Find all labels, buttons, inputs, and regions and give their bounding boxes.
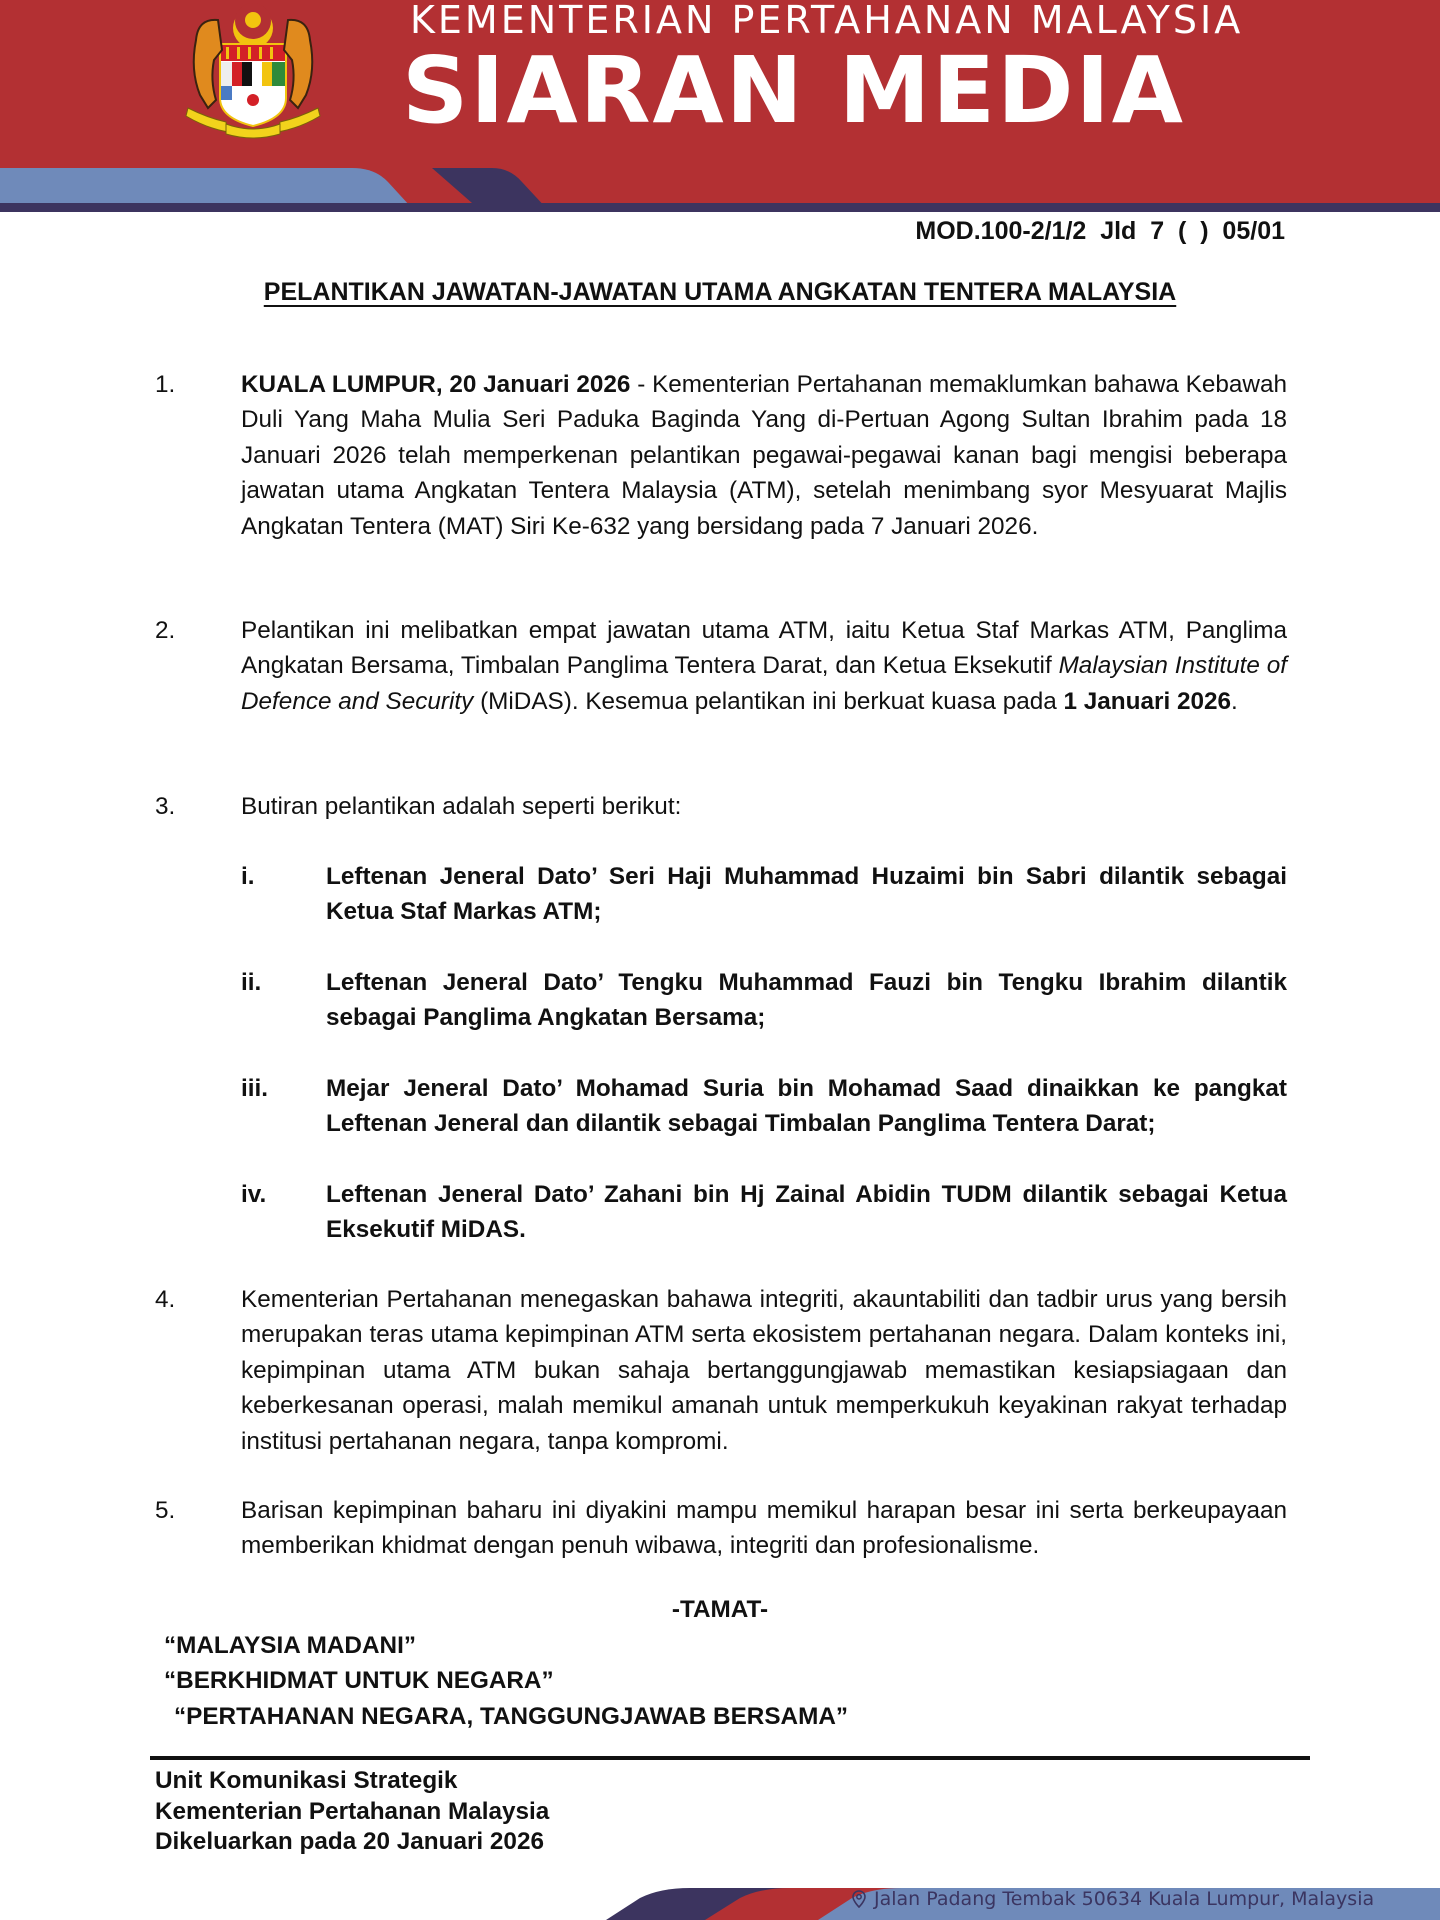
paragraph-number: 5.	[155, 1497, 176, 1524]
paragraph-text: Barisan kepimpinan baharu ini diyakini mampu memikul harapan besar ini serta berkeupayaan memberikan khidmat dengan penuh wibawa, integriti dan profesionalisme.	[241, 1497, 1287, 1560]
paragraph-number: 4.	[155, 1286, 176, 1313]
institute-name: Malaysian Institute of Defence and Security	[241, 652, 1287, 715]
ministry-name: KEMENTERIAN PERTAHANAN MALAYSIA	[410, 0, 1244, 42]
address-text: Jalan Padang Tembak 50634 Kuala Lumpur, Malaysia	[874, 1888, 1375, 1910]
item-text: Leftenan Jeneral Dato’ Tengku Muhammad Fauzi bin Tengku Ibrahim dilantik sebagai Panglima Angkatan Bersama;	[326, 969, 1287, 1032]
paragraph-text: - Kementerian Pertahanan memaklumkan bahawa Kebawah Duli Yang Maha Mulia Seri Paduka Baginda Yang di-Pertuan Agong Sultan Ibrahim pada 18 Januari 2026 telah memperkenan pelantikan pegawai-pegawai kanan bagi mengisi beberapa jawatan utama Angkatan Tentera Malaysia (ATM), setelah menimbang syor Mesyuarat Majlis Angkatan Tentera (MAT) Siri Ke-632 yang bersidang pada 7 Januari 2026.	[241, 371, 1287, 540]
slogan: “BERKHIDMAT UNTUK NEGARA”	[164, 1667, 554, 1695]
document-title	[0, 278, 1440, 307]
banner-title: SIARAN MEDIA	[402, 37, 1185, 144]
appointment-item	[241, 1071, 1287, 1142]
paragraph-text: .	[1231, 687, 1238, 715]
item-text: Mejar Jeneral Dato’ Mohamad Suria bin Mohamad Saad dinaikkan ke pangkat Leftenan Jeneral dan dilantik sebagai Timbalan Panglima Tentera Darat;	[326, 1075, 1287, 1138]
paragraph-number: 2.	[155, 617, 176, 644]
paragraph-text: (MiDAS). Kesemua pelantikan ini berkuat kuasa pada	[473, 687, 1064, 715]
issue-date: Dikeluarkan pada 20 Januari 2026	[155, 1828, 544, 1855]
slogan: “PERTAHANAN NEGARA, TANGGUNGJAWAB BERSAMA”	[174, 1702, 849, 1730]
item-number: ii.	[241, 969, 262, 996]
item-text: Leftenan Jeneral Dato’ Zahani bin Hj Zainal Abidin TUDM dilantik sebagai Ketua Eksekutif MiDAS.	[326, 1181, 1287, 1244]
issuer-block	[155, 1766, 549, 1858]
paragraph-3	[155, 789, 1287, 824]
appointment-item	[241, 859, 1287, 930]
issuer-unit: Unit Komunikasi Strategik	[155, 1767, 458, 1794]
paragraph-text: Butiran pelantikan adalah seperti berikut:	[241, 793, 682, 820]
paragraph-4	[155, 1282, 1287, 1459]
paragraph-1	[155, 367, 1287, 544]
item-text: Leftenan Jeneral Dato’ Seri Haji Muhammad Huzaimi bin Sabri dilantik sebagai Ketua Staf Markas ATM;	[326, 863, 1287, 926]
reference-number: MOD.100-2/1/2 Jld 7 ( ) 05/01	[915, 217, 1285, 245]
item-number: iv.	[241, 1181, 267, 1208]
appointment-item	[241, 1177, 1287, 1248]
item-number: i.	[241, 863, 255, 890]
end-mark: -TAMAT-	[671, 1596, 769, 1623]
location-pin-icon	[852, 1890, 866, 1908]
paragraph-number: 3.	[155, 793, 176, 820]
footer-address	[852, 1888, 1374, 1910]
paragraph-2	[155, 613, 1287, 719]
item-number: iii.	[241, 1075, 269, 1102]
appointment-item	[241, 965, 1287, 1036]
letterhead-banner	[0, 0, 1440, 212]
footer-divider	[150, 1756, 1310, 1760]
paragraph-text: Pelantikan ini melibatkan empat jawatan utama ATM, iaitu Ketua Staf Markas ATM, Panglima Angkatan Bersama, Timbalan Panglima Tentera Darat, dan Ketua Eksekutif	[241, 617, 1287, 680]
coat-of-arms-icon	[168, 0, 338, 140]
issuer-ministry: Kementerian Pertahanan Malaysia	[155, 1797, 550, 1825]
paragraph-5	[155, 1493, 1287, 1564]
paragraph-number: 1.	[155, 371, 176, 398]
slogan: “MALAYSIA MADANI”	[164, 1632, 416, 1659]
dateline: KUALA LUMPUR, 20 Januari 2026	[241, 371, 631, 398]
slogans	[164, 1628, 848, 1734]
paragraph-text: Kementerian Pertahanan menegaskan bahawa integriti, akauntabiliti dan tadbir urus yang bersih merupakan teras utama kepimpinan ATM serta ekosistem pertahanan negara. Dalam konteks ini, kepimpinan utama ATM bukan sahaja bertanggungjawab memastikan kesiapsiagaan dan keberkesanan operasi, malah memikul amanah untuk memperkukuh keyakinan rakyat terhadap institusi pertahanan negara, tanpa kompromi.	[241, 1286, 1287, 1455]
effective-date: 1 Januari 2026	[1063, 687, 1231, 715]
document-title-text: PELANTIKAN JAWATAN-JAWATAN UTAMA ANGKATAN TENTERA MALAYSIA	[263, 278, 1177, 306]
